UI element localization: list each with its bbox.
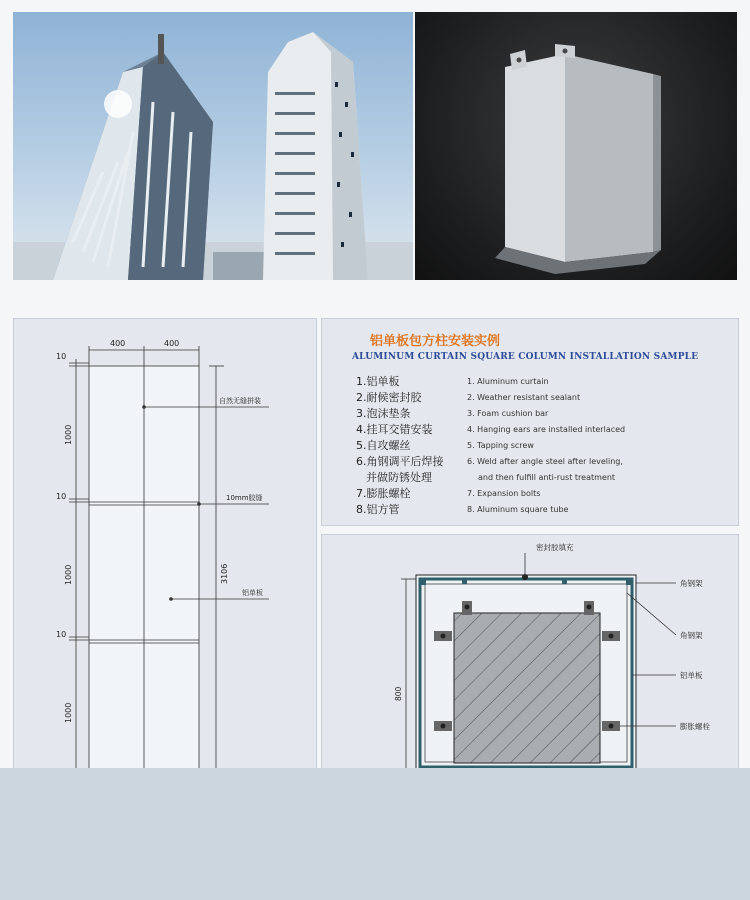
dim-width-left: 400	[110, 339, 126, 348]
step-cn: 3.泡沫垫条	[356, 407, 411, 420]
step-en: and then fulfill anti-rust treatment	[478, 473, 616, 482]
skyscraper-illustration	[13, 12, 413, 280]
step-cn: 6.角钢调平后焊接	[356, 455, 444, 468]
label-bolt: 膨胀螺栓	[680, 722, 710, 731]
step-en: 6. Weld after angle steel after leveling,	[467, 457, 623, 466]
dim-gap-3: 10	[56, 630, 67, 639]
section-drawing	[322, 535, 738, 769]
steps-list-english	[467, 374, 737, 518]
step-en: 5. Tapping screw	[467, 441, 534, 450]
dim-total: 3106	[220, 563, 229, 584]
elevation-drawing-panel	[13, 318, 317, 770]
step-en: 7. Expansion bolts	[467, 489, 541, 498]
step-cn: 8.铝方管	[356, 503, 400, 516]
label-angle-2: 角钢架	[680, 631, 703, 640]
label-gap: 10mm胶缝	[226, 494, 263, 502]
step-cn: 5.自攻螺丝	[356, 439, 411, 452]
aluminum-panel-photo	[415, 12, 737, 280]
label-panel: 铝单板	[242, 589, 263, 597]
dim-panel-2: 1000	[64, 564, 73, 585]
dim-gap-1: 10	[56, 352, 67, 361]
step-cn: 4.挂耳交错安装	[356, 423, 433, 436]
title-chinese: 铝单板包方柱安装实例	[370, 334, 501, 349]
elevation-drawing	[14, 319, 316, 769]
label-seamless: 自然无缝拼装	[219, 397, 261, 405]
step-en: 8. Aluminum square tube	[467, 505, 569, 514]
corner-panel-illustration	[415, 12, 737, 280]
bottom-band	[0, 768, 750, 900]
section-drawing-panel	[321, 534, 739, 770]
step-en: 3. Foam cushion bar	[467, 409, 549, 418]
title-english: ALUMINUM CURTAIN SQUARE COLUMN INSTALLATION SAMPLE	[352, 352, 699, 362]
step-en: 2. Weather resistant sealant	[467, 393, 581, 402]
label-angle-1: 角钢架	[680, 579, 703, 588]
step-en: 1. Aluminum curtain	[467, 377, 549, 386]
step-cn: 2.耐候密封胶	[356, 391, 422, 404]
dim-panel-3: 1000	[64, 702, 73, 723]
dim-panel-1: 1000	[64, 424, 73, 445]
steps-list-chinese	[356, 374, 476, 518]
step-cn: 7.膨胀螺栓	[356, 487, 411, 500]
label-panel-section: 铝单板	[680, 671, 703, 680]
dim-width-right: 400	[164, 339, 180, 348]
dim-gap-2: 10	[56, 492, 67, 501]
dim-height: 800	[394, 686, 403, 701]
step-cn: 并做防锈处理	[366, 471, 432, 484]
skyscraper-photo	[13, 12, 413, 280]
step-en: 4. Hanging ears are installed interlaced	[467, 425, 626, 434]
step-cn: 1.铝单板	[356, 375, 400, 388]
label-sealant: 密封胶填充	[536, 543, 574, 552]
